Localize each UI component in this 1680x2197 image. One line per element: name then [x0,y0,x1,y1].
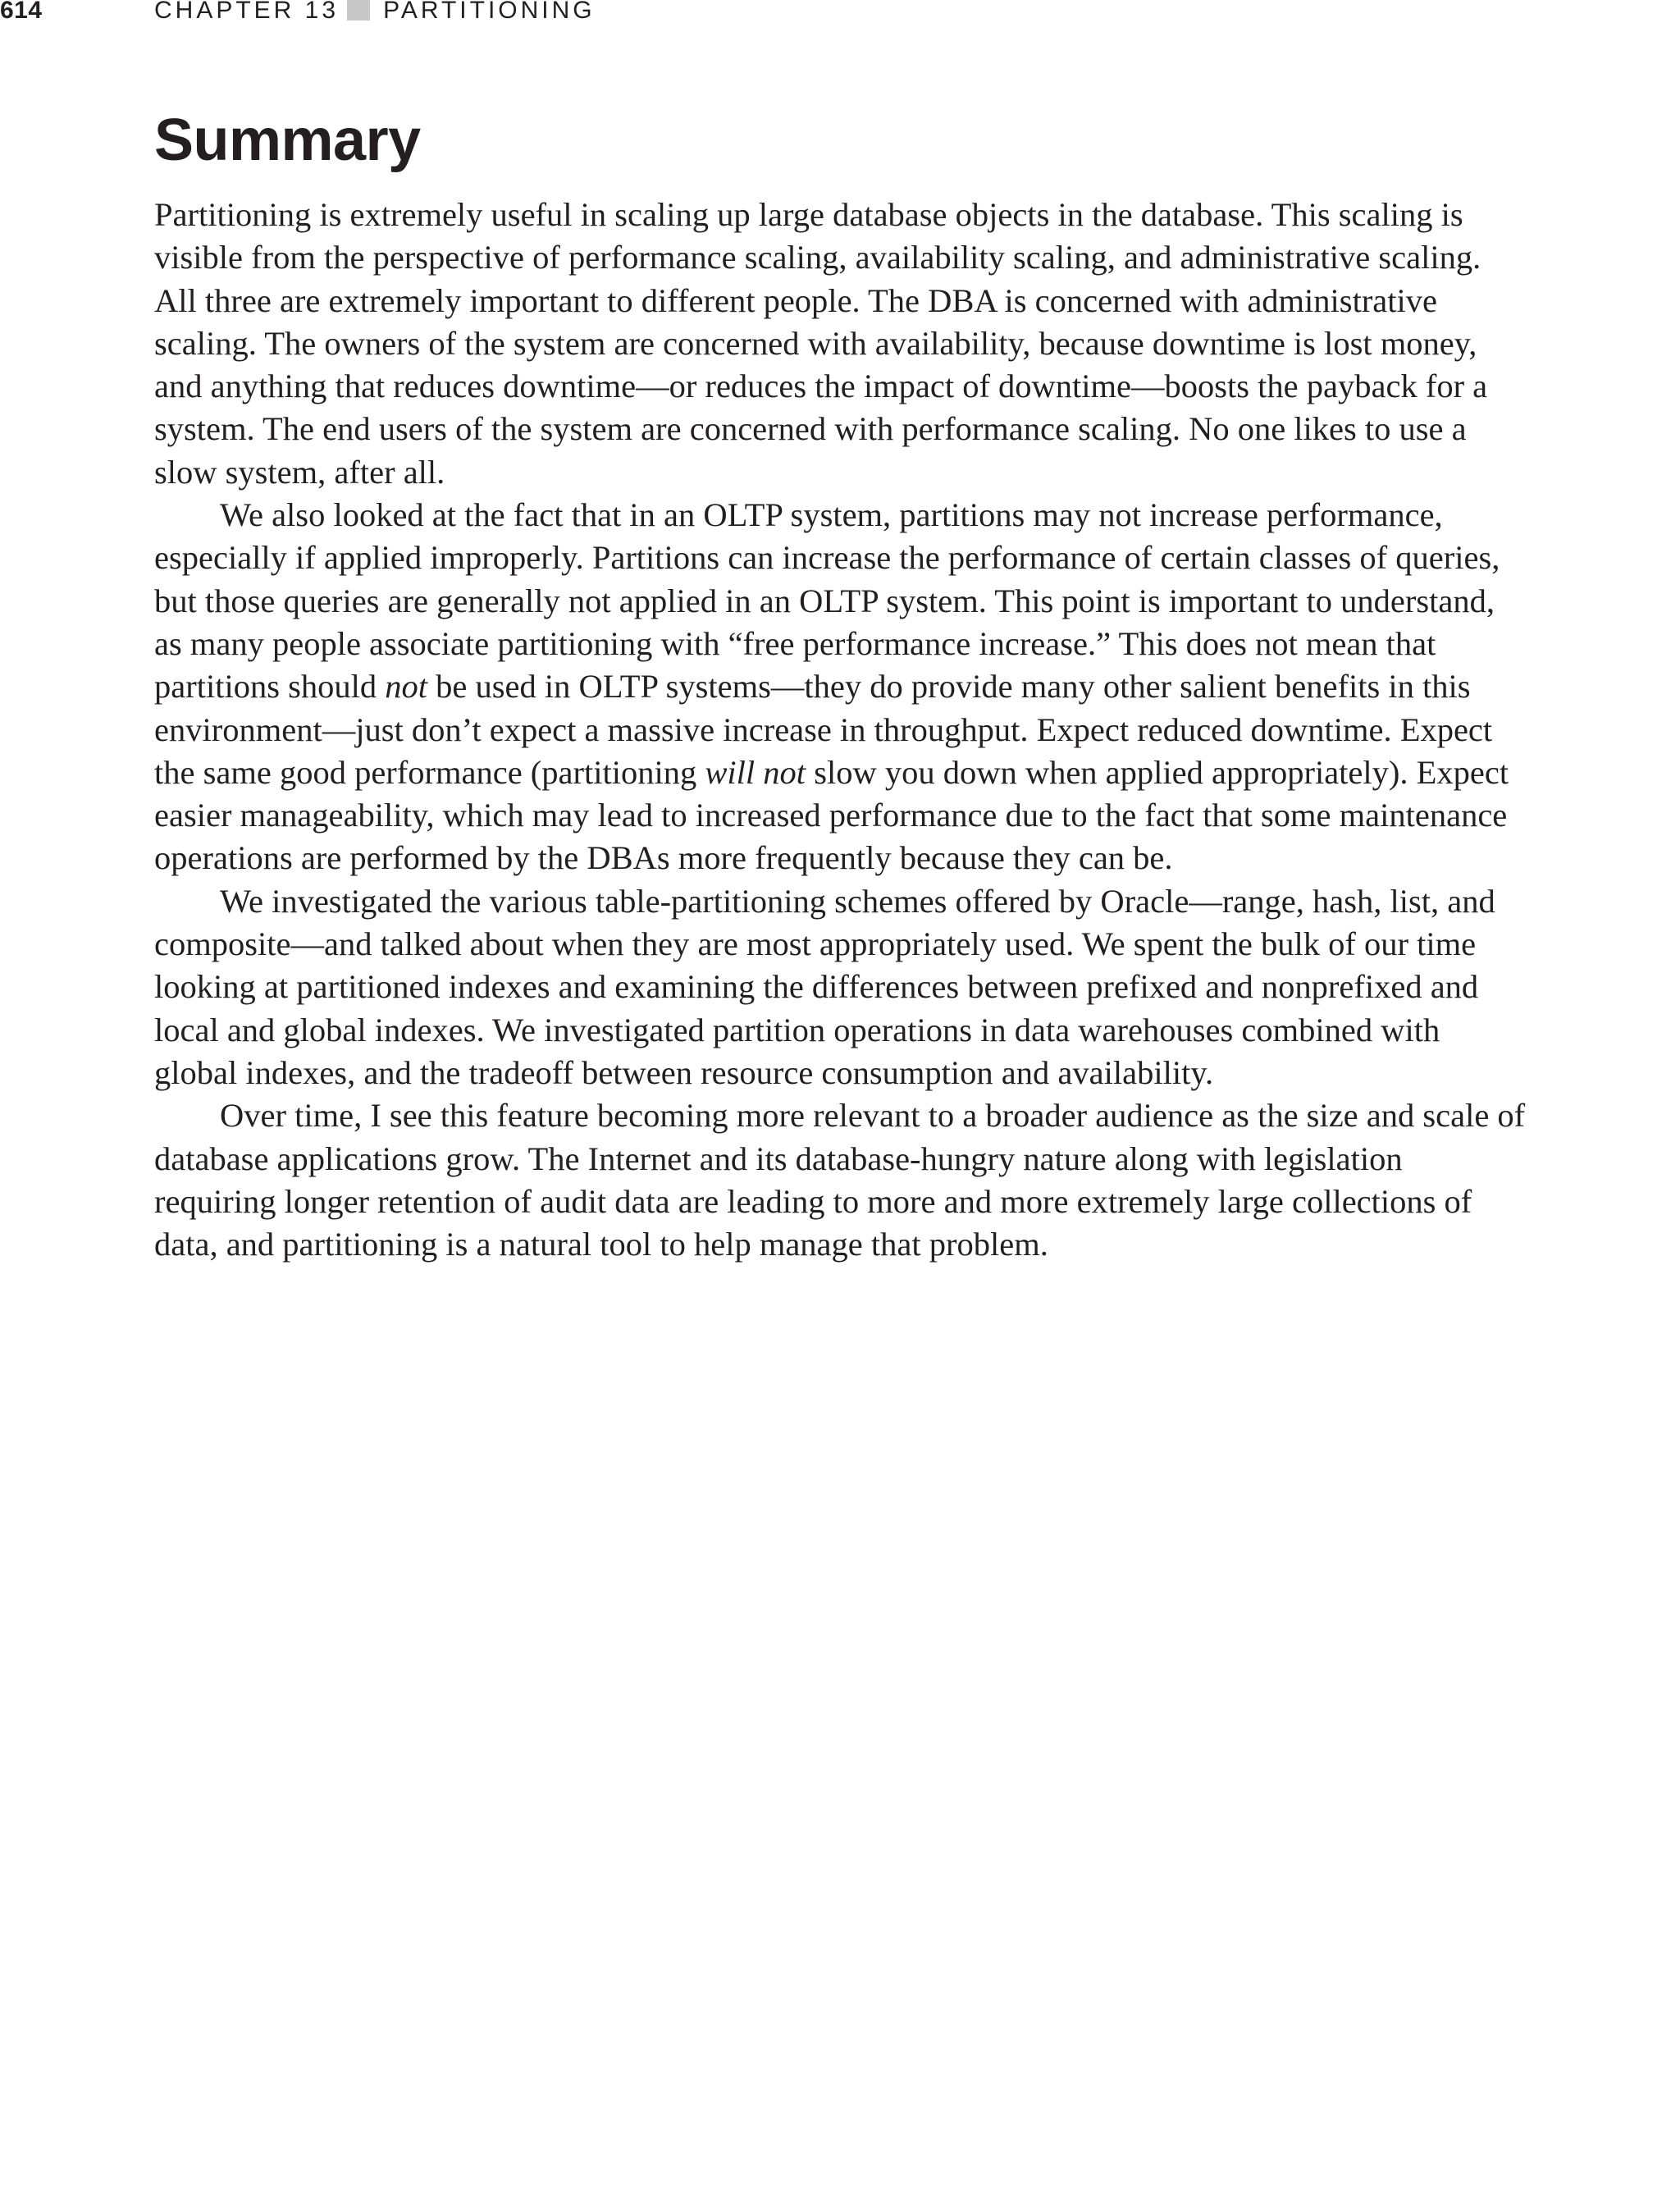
section-title: Summary [154,107,421,173]
paragraph-2-part-c: slow you down when applied appropriately). Expect easier manageability, which may lead to increased performance due to the fact that some maintenance operations are performed by the DBAs more frequently because they can be. [154,753,1509,877]
emphasis-not: not [385,668,428,706]
chapter-number: CHAPTER 13 [154,0,340,24]
paragraph-2 [154,494,1526,880]
paragraph-3: We investigated the various table-partitioning schemes offered by Oracle—range, hash, list, and composite—and talked about when they are most appropriately used. We spent the bulk of our time looking at partitioned indexes and examining the differences between prefixed and nonprefixed and local and global indexes. We investigated partition operations in data warehouses combined with global indexes, and the tradeoff between resource consumption and availability. [154,882,1495,1091]
page-number: 614 [0,0,43,24]
paragraph-2-part-b: be used in OLTP systems—they do provide many other salient benefits in this environment—just don’t expect a massive increase in throughput. Expect reduced downtime. Expect the same good performance (partitioning [154,668,1493,791]
chapter-label [154,0,596,25]
paragraph-1: Partitioning is extremely useful in scaling up large database objects in the database. This scaling is visible from the perspective of performance scaling, availability scaling, and administrative scaling. All three are extremely important to different people. The DBA is concerned with administrative scaling. The owners of the system are concerned with availability, because downtime is lost money, and anything that reduces downtime—or reduces the impact of downtime—boosts the payback for a system. The end users of the system are concerned with performance scaling. No one likes to use a slow system, after all. [154,196,1488,491]
body-text [154,194,1526,1266]
square-separator-icon [347,0,370,21]
paragraph-4: Over time, I see this feature becoming more relevant to a broader audience as the size and scale of database applications grow. The Internet and its database-hungry nature along with legislation requiring longer retention of audit data are leading to more and more extremely large collections of data, and partitioning is a natural tool to help manage that problem. [154,1097,1526,1263]
chapter-title: PARTITIONING [383,0,596,24]
emphasis-will-not: will not [705,753,806,791]
paragraph-2-part-a: We also looked at the fact that in an OLTP system, partitions may not increase performance, especially if applied improperly. Partitions can increase the performance of certain classes of queries, but those queries are generally not applied in an OLTP system. This point is important to understand, as many people associate partitioning with “free performance increase.” This does not mean that partitions should [154,496,1500,706]
running-header [0,0,1680,30]
